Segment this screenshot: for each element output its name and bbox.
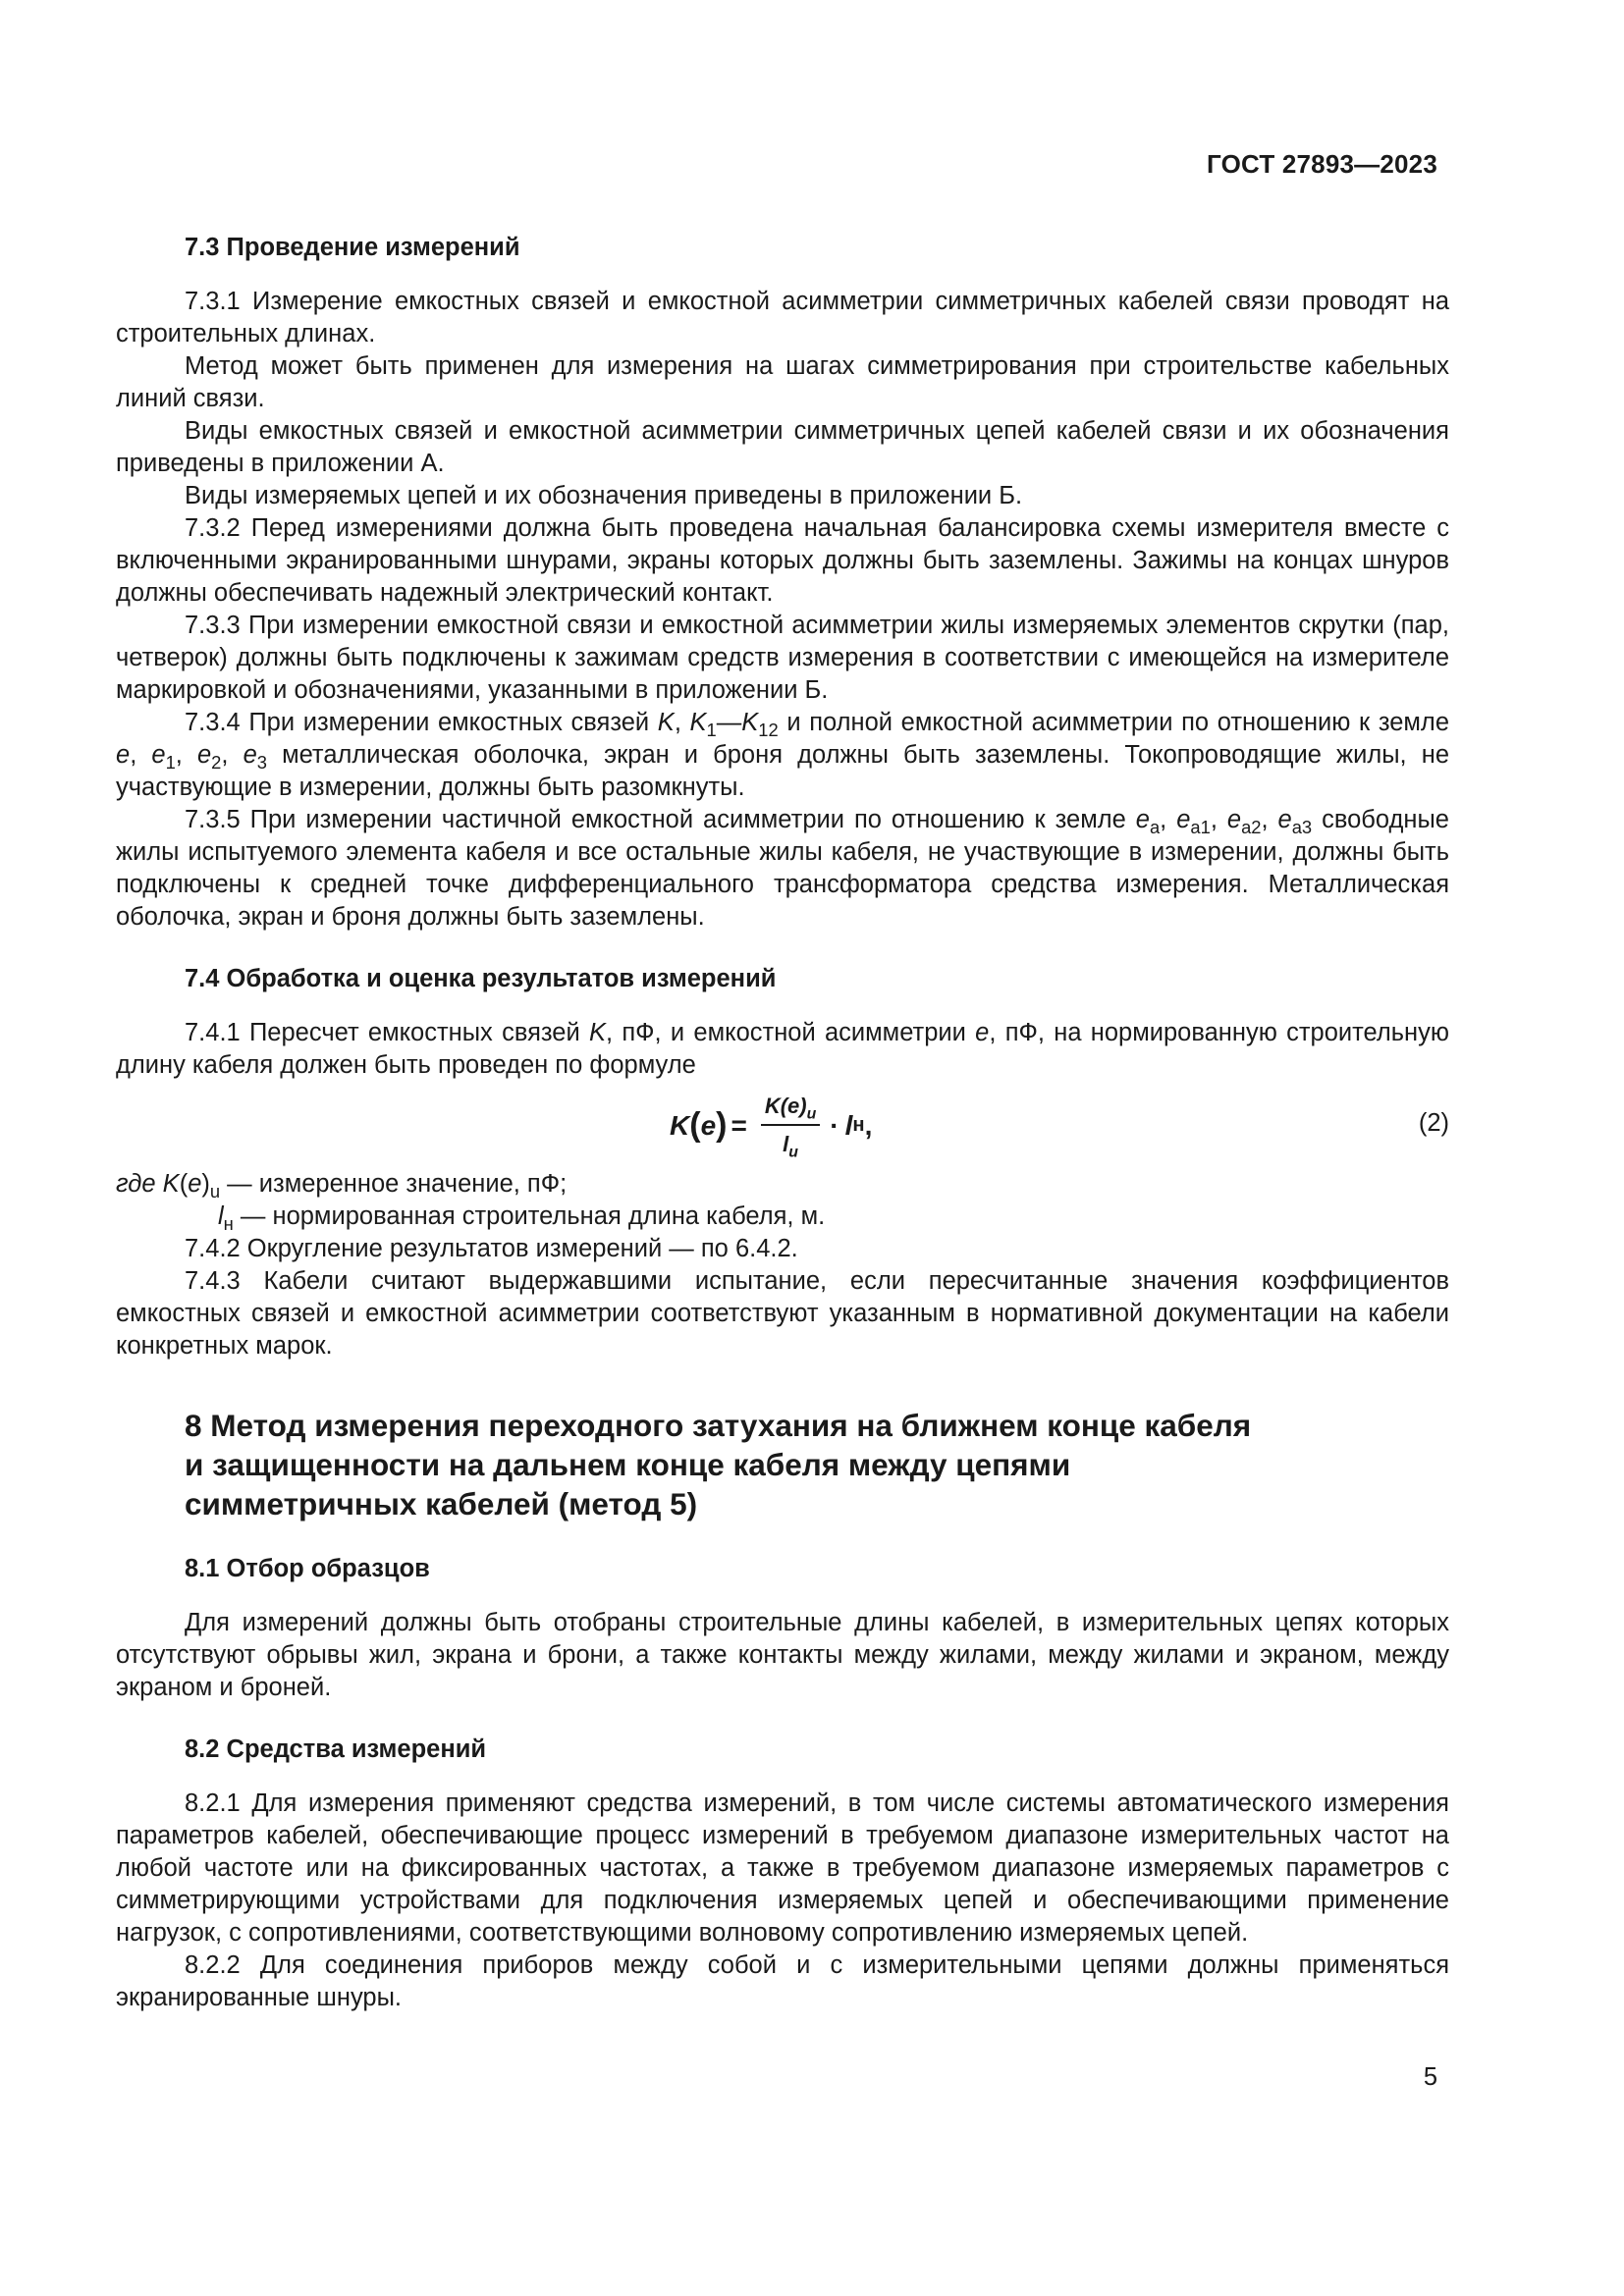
formula-row [116, 1082, 1449, 1168]
paragraph-7-3-5: 7.3.5 При измерении частичной емкостной асимметрии по отношению к земле $e_a$, $e_{a1}$, $e_{a2}$, $e_{a3}$ свободные жилы испытуемого элемента кабеля и все остальные жилы кабеля, не участвующие в измерении, должны быть подключены к средней точке дифференциального трансформатора средства измерения. Металлическая оболочка, экран и броня должны быть заземлены. [116, 806, 1449, 931]
document-code: ГОСТ 27893—2023 [1207, 149, 1437, 179]
paragraph-7-3-4: 7.3.4 При измерении емкостных связей K, $K_1—K_{12}$ и полной емкостной асимметрии по отношению к земле e, $e_1$, $e_2$, $e_3$ металлическая оболочка, экран и броня должны быть заземлены. Токопроводящие жилы, не участвующие в измерении, должны быть разомкнуты. [116, 709, 1450, 801]
page-number: 5 [1423, 2063, 1437, 2091]
where-explanation-2: $l_н$ — нормированная строительная длина кабеля, м. [218, 1202, 826, 1235]
paragraph-8-1: Для измерений должны быть отобраны строительные длины кабелей, в измерительных цепях которых отсутствуют обрывы жил, экрана и брони, а также контакты между жилами, между жилами и экраном, между экраном и броней. [116, 1609, 1449, 1701]
paragraph-7-4-1: 7.4.1 Пересчет емкостных связей K, пФ, и емкостной асимметрии e, пФ, на нормированную строительную длину кабеля должен быть проведен по формуле [116, 1019, 1449, 1079]
page-content [116, 232, 1449, 2014]
section-8-2-title: 8.2 Средства измерений [185, 1735, 487, 1763]
section-7-4-title: 7.4 Обработка и оценка результатов измерений [185, 965, 777, 992]
paragraph-8-2-1: 8.2.1 Для измерения применяют средства измерений, в том числе системы автоматического измерения параметров кабелей, обеспечивающие процесс измерений в требуемом диапазоне измерительных частот на любой частоте или на фиксированных частотах, а также в требуемом диапазоне измеряемых параметров с симметрирующими устройствами для подключения измеряемых цепей и обеспечивающими применение нагрузок, с сопротивлениями, соответствующими волновому сопротивлению измеряемых цепей. [116, 1789, 1449, 1947]
paragraph-method: Метод может быть применен для измерения на шагах симметрирования при строительстве кабельных линий связи. [116, 352, 1449, 412]
formula-fraction: $\frac{K(e)_u}{l_u}$ [761, 1090, 820, 1160]
formula-2: K ( e ) = $\frac{K(e)_u}{l_u}$ · l н , [670, 1082, 872, 1168]
paragraph-7-3-2: 7.3.2 Перед измерениями должна быть проведена начальная балансировка схемы измерителя вместе с включенными экранированными шнурами, экраны которых должны быть заземлены. Зажимы на концах шнуров должны обеспечивать надежный электрический контакт. [116, 514, 1449, 607]
section-7-3-title: 7.3 Проведение измерений [185, 234, 520, 261]
paragraph-7-4-3: 7.4.3 Кабели считают выдержавшими испытание, если пересчитанные значения коэффициентов емкостных связей и емкостной асимметрии соответствуют указанным в нормативной документации на кабели конкретных марок. [116, 1267, 1449, 1360]
section-8-1-title: 8.1 Отбор образцов [185, 1555, 430, 1582]
paragraph-8-2-2: 8.2.2 Для соединения приборов между собой и с измерительными цепями должны применяться экранированные шнуры. [116, 1951, 1449, 2011]
paragraph-types-a: Виды емкостных связей и емкостной асимметрии симметричных цепей кабелей связи и их обозначения приведены в приложении А. [116, 417, 1449, 477]
paragraph-7-4-2: 7.4.2 Округление результатов измерений — по 6.4.2. [185, 1235, 798, 1262]
equation-number: (2) [1418, 1109, 1449, 1137]
paragraph-types-b: Виды измеряемых цепей и их обозначения приведены в приложении Б. [185, 482, 1023, 509]
section-8-title: 8 Метод измерения переходного затухания на ближнем конце кабеля и защищенности на дальнем конце кабеля между цепями симметричных кабелей (метод 5) [185, 1408, 1252, 1522]
paragraph-7-3-1: 7.3.1 Измерение емкостных связей и емкостной асимметрии симметричных кабелей связи проводят на строительных длинах. [116, 288, 1449, 347]
where-explanation-1: где $K(e)_u$ — измеренное значение, пФ; [116, 1170, 568, 1202]
paragraph-7-3-3: 7.3.3 При измерении емкостной связи и емкостной асимметрии жилы измеряемых элементов скрутки (пар, четверок) должны быть подключены к зажимам средств измерения в соответствии с имеющейся на измерителе маркировкой и обозначениями, указанными в приложении Б. [116, 612, 1449, 704]
